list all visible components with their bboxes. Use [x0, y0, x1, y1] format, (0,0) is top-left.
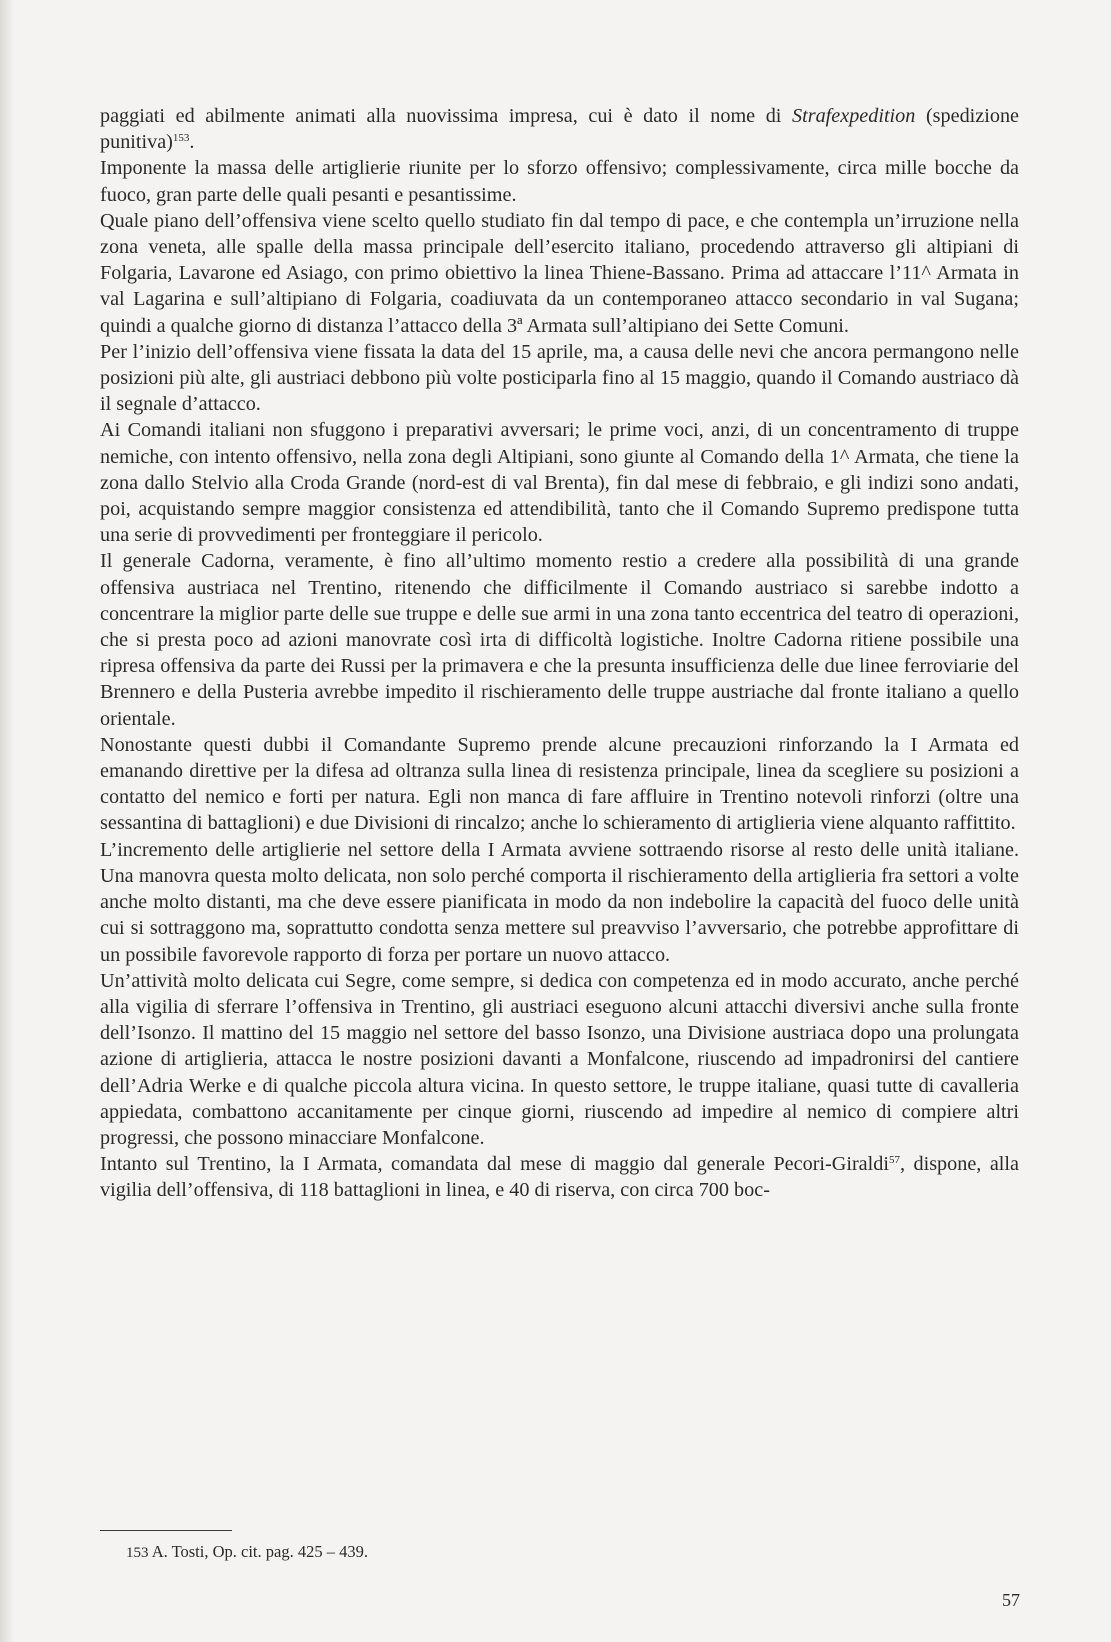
paragraph-10: Intanto sul Trentino, la I Armata, comandata dal mese di maggio dal generale Pecori-Giraldi$^{57}$, dispone, alla vigilia dell’offensiva, di 118 battaglioni in linea, e 40 di riserva, con circa 700 boc- — [100, 1153, 1019, 1202]
body-text — [100, 103, 1019, 1204]
page-number: 57 — [1002, 1590, 1020, 1610]
footnote-reference: 153 — [172, 132, 190, 145]
footnote-divider — [100, 1530, 232, 1531]
paragraph-4: Per l’inizio dell’offensiva viene fissata la data del 15 aprile, ma, a causa delle nevi che ancora permangono nelle posizioni più alte, gli austriaci debbono più volte posticiparla fino al 15 maggio, quando il Comando austriaco dà il segnale d’attacco. — [100, 340, 1019, 416]
paragraph-7: Nonostante questi dubbi il Comandante Supremo prende alcune precauzioni rinforzando la I Armata ed emanando direttive per la difesa ad oltranza sulla linea di resistenza principale, linea da scegliere su posizioni a contatto del nemico e forti per natura. Egli non manca di fare affluire in Trentino notevoli rinforzi (oltre una sessantina di battaglioni) e due Divisioni di rincalzo; anche lo schieramento di artiglieria viene alquanto raffittito. — [100, 733, 1019, 835]
footnote-number: 153 — [126, 1545, 149, 1561]
paragraph-9: Un’attività molto delicata cui Segre, come sempre, si dedica con competenza ed in modo accurato, anche perché alla vigilia di sferrare l’offensiva in Trentino, gli austriaci eseguono alcuni attacchi diversivi anche sulla fronte dell’Isonzo. Il mattino del 15 maggio nel settore del basso Isonzo, una Divisione austriaca dopo una prolungata azione di artiglieria, attacca le nostre posizioni davanti a Monfalcone, riuscendo ad impadronirsi del cantiere dell’Adria Werke e di qualche piccola altura vicina. In questo settore, le truppe italiane, quasi tutte di cavalleria appiedata, combattono accanitamente per cinque giorni, riuscendo ad impedire al nemico di compiere altri progressi, che possono minacciare Monfalcone. — [100, 969, 1019, 1149]
paragraph-8: L’incremento delle artiglierie nel settore della I Armata avviene sottraendo risorse al resto delle unità italiane. Una manovra questa molto delicata, non solo perché comporta il rischieramento della artiglieria fra settori a volte anche molto distanti, ma che deve essere pianificata in modo da non indebolire la capacità del fuoco delle unità cui si sottraggono ma, soprattutto condotta senza mettere sul preavviso l’avversario, che potrebbe approfittare di un possibile favorevole rapporto di forza per portare un nuovo attacco. — [100, 838, 1019, 966]
paragraph-3: Quale piano dell’offensiva viene scelto quello studiato fin dal tempo di pace, e che contempla un’irruzione nella zona veneta, alle spalle della massa principale dell’esercito italiano, procedendo attraverso gli altipiani di Folgaria, Lavarone ed Asiago, con primo obiettivo la linea Thiene-Bassano. Prima ad attaccare l’11^ Armata in val Lagarina e sull’altipiano di Folgaria, coadiuvata da un contemporaneo attacco secondario in val Sugana; quindi a qualche giorno di distanza l’attacco della 3ª Armata sull’altipiano dei Sette Comuni. — [100, 209, 1019, 337]
paragraph-5: Ai Comandi italiani non sfuggono i preparativi avversari; le prime voci, anzi, di un concentramento di truppe nemiche, con intento offensivo, nella zona degli Altipiani, sono giunte al Comando della 1^ Armata, che tiene la zona dallo Stelvio alla Croda Grande (nord-est di val Brenta), fin dal mese di febbraio, e gli indizi sono andati, poi, acquistando sempre maggior consistenza ed attendibilità, tanto che il Comando Supremo predispone tutta una serie di provvedimenti per fronteggiare il pericolo. — [100, 419, 1019, 547]
paragraph-2: Imponente la massa delle artiglierie riunite per lo sforzo offensivo; complessivamente, circa mille bocche da fuoco, gran parte delle quali pesanti e pesantissime. — [100, 157, 1019, 206]
footnote-text: A. Tosti, Op. cit. pag. 425 – 439. — [148, 1542, 368, 1561]
page-binding-shadow — [0, 0, 14, 1642]
paragraph-1: paggiati ed abilmente animati alla nuovissima impresa, cui è dato il nome di Strafexpedition (spedizione punitiva)$^{153}$. — [100, 105, 1019, 154]
paragraph-6: Il generale Cadorna, veramente, è fino all’ultimo momento restio a credere alla possibilità di una grande offensiva austriaca nel Trentino, ritenendo che difficilmente il Comando austriaco si sarebbe indotto a concentrare la miglior parte delle sue truppe e delle sue armi in una zona tanto eccentrica del teatro di operazioni, che si presta poco ad azioni manovrate così irta di difficoltà logistiche. Inoltre Cadorna ritiene possibile una ripresa offensiva da parte dei Russi per la primavera e che la presunta insufficienza delle due linee ferroviarie del Brennero e della Pusteria avrebbe impedito il rischieramento delle truppe austriache dal fronte italiano a quello orientale. — [100, 550, 1019, 730]
footnote — [126, 1542, 368, 1563]
footnote-reference: 57 — [888, 1154, 900, 1167]
